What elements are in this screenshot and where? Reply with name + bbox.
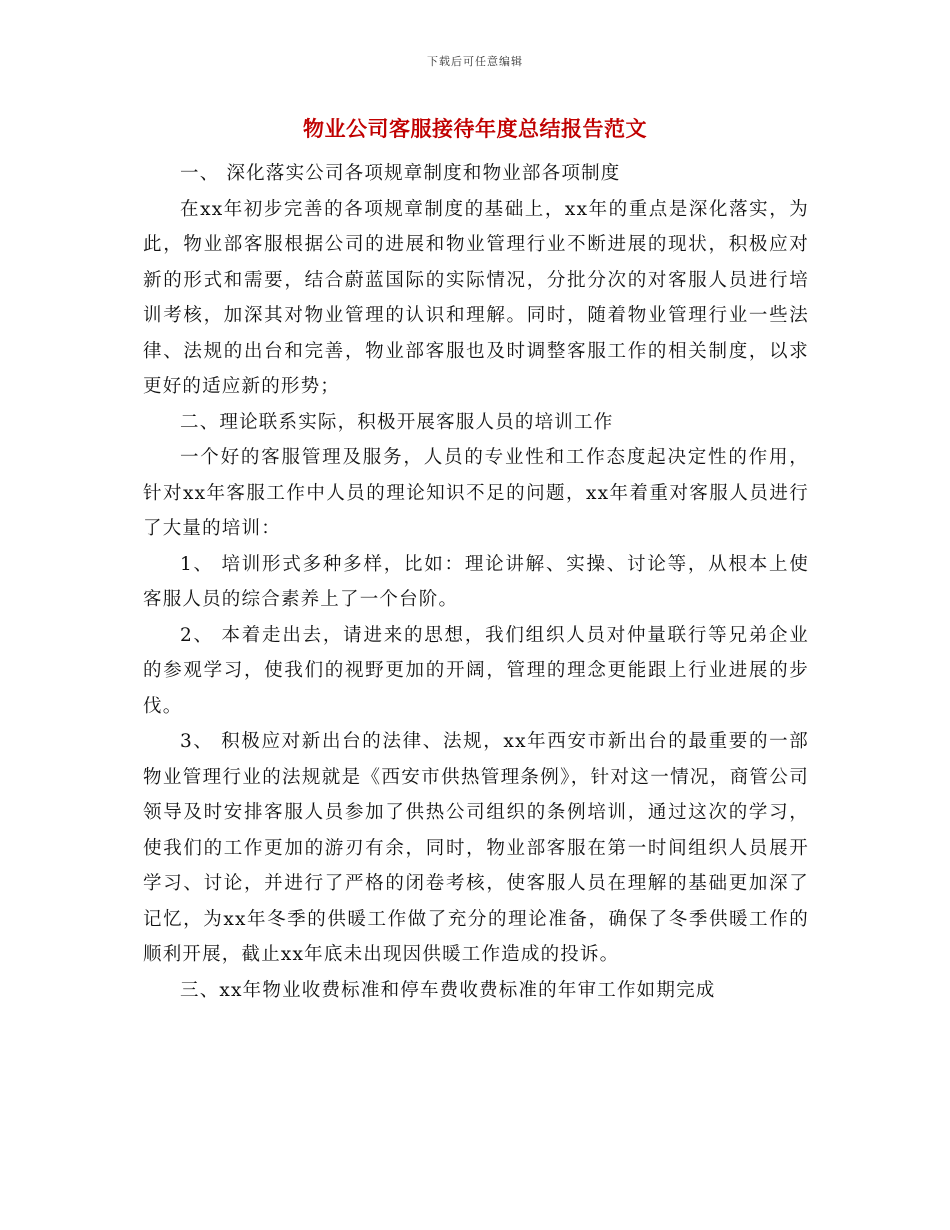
list-item-1: 1、 培训形式多种多样，比如：理论讲解、实操、讨论等，从根本上使客服人员的综合素养上了一个台阶。 — [143, 553, 809, 610]
list-item-3: 3、 积极应对新出台的法律、法规，xx年西安市新出台的最重要的一部物业管理行业的法规就是《西安市供热管理条例》，针对这一情况，商管公司领导及时安排客服人员参加了供热公司组织的条例培训，通过这次的学习，使我们的工作更加的游刃有余，同时，物业部客服在第一时间组织人员展开学习、讨论，并进行了严格的闭卷考核，使客服人员在理解的基础更加深了记忆，为xx年冬季的供暖工作做了充分的理论准备，确保了冬季供暖工作的顺利开展，截止xx年底未出现因供暖工作造成的投诉。 — [143, 731, 809, 965]
document-body — [143, 156, 809, 1008]
body-paragraph: 一个好的客服管理及服务，人员的专业性和工作态度起决定性的作用，针对xx年客服工作中人员的理论知识不足的问题，xx年着重对客服人员进行了大量的培训： — [143, 447, 809, 539]
document-title: 物业公司客服接待年度总结报告范文 — [303, 117, 647, 141]
header-note: 下载后可任意编辑 — [427, 55, 523, 68]
list-item-2: 2、 本着走出去，请进来的思想，我们组织人员对仲量联行等兄弟企业的参观学习，使我们的视野更加的开阔，管理的理念更能跟上行业进展的步伐。 — [143, 624, 809, 717]
body-paragraph: 在xx年初步完善的各项规章制度的基础上，xx年的重点是深化落实，为此，物业部客服根据公司的进展和物业管理行业不断进展的现状，积极应对新的形式和需要，结合蔚蓝国际的实际情况，分批分次的对客服人员进行培训考核，加深其对物业管理的认识和理解。同时，随着物业管理行业一些法律、法规的出台和完善，物业部客服也及时调整客服工作的相关制度，以求更好的适应新的形势； — [143, 198, 809, 397]
section-heading-3: 三、xx年物业收费标准和停车费收费标准的年审工作如期完成 — [180, 979, 716, 1001]
section-heading-1: 一、 深化落实公司各项规章制度和物业部各项制度 — [180, 163, 621, 184]
section-heading-2: 二、理论联系实际，积极开展客服人员的培训工作 — [180, 411, 614, 433]
